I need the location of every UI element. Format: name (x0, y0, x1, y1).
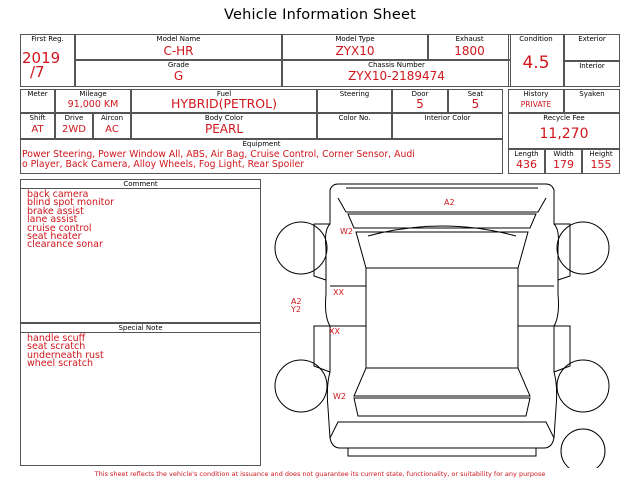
first-reg-month: /7 (30, 63, 45, 81)
height-label: Height (589, 150, 613, 158)
meter-label: Meter (27, 90, 48, 98)
model-name-label: Model Name (156, 35, 201, 43)
sheet-title: Vehicle Information Sheet (224, 7, 416, 23)
mileage-label: Mileage (79, 90, 107, 98)
model-type-value: ZYX10 (335, 44, 375, 58)
special-note-item: handle scuff (27, 333, 86, 344)
body-color-label: Body Color (204, 114, 244, 122)
equipment-line-1: Power Steering, Power Window All, ABS, Air Bag, Cruise Control, Corner Sensor, Audi (22, 149, 415, 160)
equipment-label: Equipment (242, 140, 281, 148)
condition-label: Condition (519, 35, 553, 43)
drive-value: 2WD (62, 124, 86, 135)
special-note-item: seat scratch (27, 341, 86, 353)
exhaust-value: 1800 (454, 44, 485, 58)
damage-rear-window: W2 (333, 392, 346, 401)
length-value: 436 (516, 158, 537, 171)
special-note-label: Special Note (118, 324, 163, 332)
color-no-label: Color No. (338, 114, 371, 122)
drive-label: Drive (64, 114, 84, 122)
comment-list (27, 191, 114, 250)
first-reg-year: 2019 (22, 49, 61, 67)
special-note-item: underneath rust (27, 349, 104, 361)
damage-left-side-2: Y2 (291, 305, 301, 314)
comment-item: back camera (27, 189, 89, 200)
grade-value: G (173, 69, 184, 83)
damage-front: A2 (444, 198, 455, 207)
seat-label: Seat (467, 90, 484, 98)
special-note-item: wheel scratch (27, 358, 94, 370)
damage-left-side-1: A2 (291, 297, 302, 306)
special-note-list (27, 335, 104, 369)
fuel-value: HYBRID(PETROL) (171, 96, 277, 111)
comment-item: blind spot monitor (27, 197, 115, 209)
comment-item: clearance sonar (27, 239, 103, 251)
equipment-line-2: o Player, Back Camera, Alloy Wheels, Fog Light, Rear Spoiler (22, 159, 305, 170)
shift-label: Shift (29, 114, 46, 122)
body-color-value: PEARL (204, 122, 244, 136)
recycle-fee-label: Recycle Fee (543, 114, 585, 122)
model-name-value: C-HR (163, 44, 194, 58)
width-value: 179 (553, 158, 574, 171)
condition-value: 4.5 (522, 53, 550, 73)
damage-left-upper: XX (333, 288, 344, 297)
length-label: Length (514, 150, 539, 158)
chassis-number-value: ZYX10-2189474 (348, 69, 445, 83)
damage-windshield: W2 (340, 227, 353, 236)
car-diagram (268, 176, 618, 468)
width-label: Width (553, 150, 574, 158)
syaken-label: Syaken (579, 90, 605, 98)
comment-item: seat heater (27, 231, 82, 243)
aircon-label: Aircon (100, 114, 124, 122)
comment-item: brake assist (27, 205, 84, 217)
first-reg-label: First Reg. (31, 35, 64, 43)
recycle-fee-value: 11,270 (539, 126, 589, 142)
exhaust-label: Exhaust (455, 35, 484, 43)
shift-value: AT (31, 124, 44, 135)
model-type-label: Model Type (335, 35, 375, 43)
steering-label: Steering (339, 90, 370, 98)
comment-label: Comment (123, 180, 158, 188)
seat-value: 5 (471, 97, 480, 111)
interior-label: Interior (579, 62, 605, 70)
door-label: Door (411, 90, 429, 98)
grade-label: Grade (167, 61, 190, 69)
fuel-label: Fuel (216, 90, 232, 98)
comment-item: cruise control (27, 222, 92, 234)
chassis-number-label: Chassis Number (368, 61, 425, 69)
history-value: PRIVATE (520, 100, 552, 109)
height-value: 155 (590, 158, 612, 171)
wheel-front-right (557, 222, 609, 274)
damage-left-lower: XX (329, 327, 340, 336)
history-label: History (523, 90, 549, 98)
disclaimer-footer: This sheet reflects the vehicle's condition at issuance and does not guarantee its current state, functionality, or suitability for any purpose (94, 470, 546, 478)
spare-wheel (561, 429, 605, 468)
comment-item: lane assist (27, 214, 78, 226)
exterior-label: Exterior (578, 35, 606, 43)
door-value: 5 (416, 97, 424, 111)
aircon-value: AC (105, 124, 119, 135)
interior-color-label: Interior Color (424, 114, 471, 122)
wheel-front-left (275, 222, 327, 274)
mileage-value: 91,000 KM (67, 99, 119, 110)
